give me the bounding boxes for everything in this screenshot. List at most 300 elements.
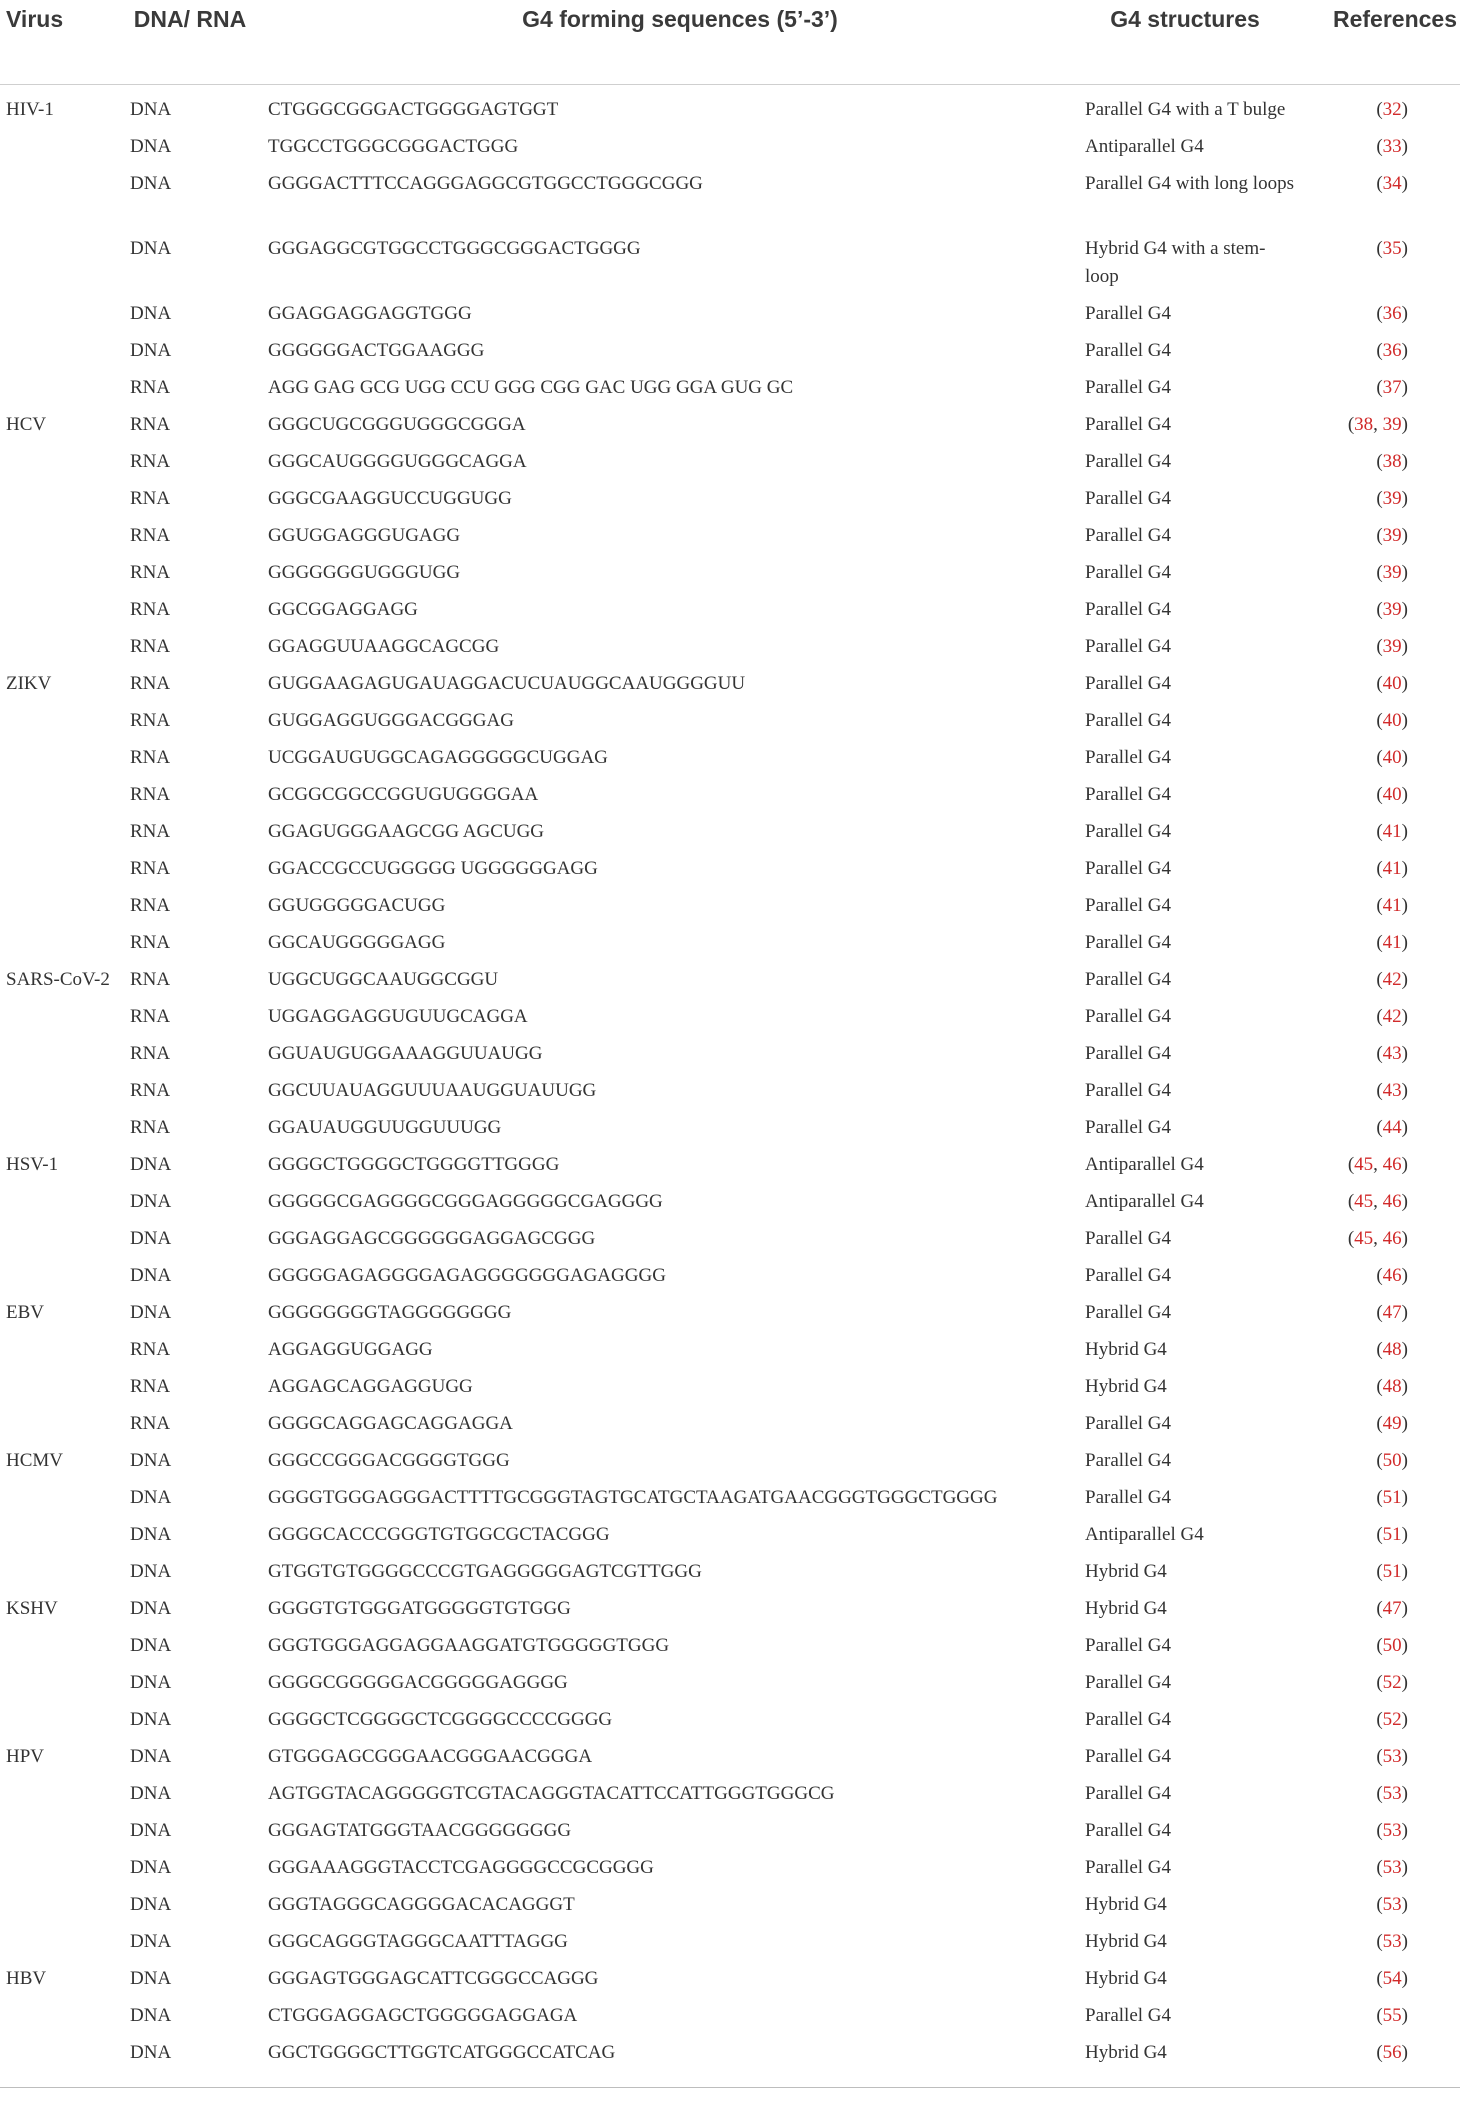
references-cell: (39): [1376, 636, 1408, 657]
reference-link[interactable]: 50: [1382, 1635, 1402, 1656]
sequence-cell: GGGGTGGGAGGGACTTTTGCGGGTAGTGCATGCTAAGATGAACGGGTGGGCTGGGG: [268, 1487, 998, 1508]
dna-rna-cell: DNA: [130, 1154, 172, 1175]
reference-link[interactable]: 35: [1382, 238, 1402, 259]
table-row: [0, 522, 1460, 559]
references-cell: (47): [1376, 1598, 1408, 1619]
table-row: [0, 559, 1460, 596]
dna-rna-cell: DNA: [130, 1931, 172, 1952]
structure-cell: Parallel G4: [1085, 1783, 1172, 1804]
reference-link[interactable]: 36: [1382, 340, 1402, 361]
references-cell: (39): [1376, 488, 1408, 509]
sequence-cell: GGGAGTGGGAGCATTCGGGCCAGGG: [268, 1968, 599, 1989]
header-g4-structures: G4 structures: [1110, 6, 1260, 32]
sequence-cell: GCGGCGGCCGGUGUGGGGAA: [268, 784, 539, 805]
reference-link[interactable]: 39: [1382, 636, 1402, 657]
sequence-cell: GGGGGGGUGGGUGG: [268, 562, 461, 583]
table-row: [0, 2039, 1460, 2076]
sequence-cell: GGCUUAUAGGUUUAAUGGUAUUGG: [268, 1080, 597, 1101]
sequence-cell: CTGGGCGGGACTGGGGAGTGGT: [268, 99, 559, 120]
sequence-cell: GTGGGAGCGGGAACGGGAACGGGA: [268, 1746, 593, 1767]
dna-rna-cell: RNA: [130, 969, 171, 990]
structure-cell: Parallel G4: [1085, 858, 1172, 879]
structure-cell: Parallel G4: [1085, 1302, 1172, 1323]
table-row: [0, 1891, 1460, 1928]
sequence-cell: GUGGAGGUGGGACGGGAG: [268, 710, 514, 731]
sequence-cell: GGGTAGGGCAGGGGACACAGGGT: [268, 1894, 575, 1915]
virus-cell: KSHV: [6, 1598, 58, 1619]
dna-rna-cell: RNA: [130, 932, 171, 953]
references-cell: (47): [1376, 1302, 1408, 1323]
table-row: [0, 1373, 1460, 1410]
sequence-cell: CTGGGAGGAGCTGGGGGAGGAGA: [268, 2005, 578, 2026]
reference-link[interactable]: 53: [1382, 1783, 1402, 1804]
reference-link[interactable]: 48: [1382, 1339, 1402, 1360]
references-cell: (41): [1376, 932, 1408, 953]
sequence-cell: GGGGACTTTCCAGGGAGGCGTGGCCTGGGCGGG: [268, 173, 703, 194]
dna-rna-cell: RNA: [130, 1080, 171, 1101]
table-row: [0, 485, 1460, 522]
table-row: [0, 1262, 1460, 1299]
dna-rna-cell: RNA: [130, 1376, 171, 1397]
structure-cell: Parallel G4: [1085, 1820, 1172, 1841]
references-cell: (33): [1376, 136, 1408, 157]
table-row: [0, 448, 1460, 485]
table-row: [0, 1706, 1460, 1743]
references-cell: (50): [1376, 1450, 1408, 1471]
references-cell: (43): [1376, 1080, 1408, 1101]
dna-rna-cell: DNA: [130, 1672, 172, 1693]
reference-link[interactable]: 39: [1382, 525, 1402, 546]
reference-link[interactable]: 39: [1382, 414, 1402, 435]
reference-link[interactable]: 40: [1382, 673, 1402, 694]
reference-link[interactable]: 42: [1382, 969, 1402, 990]
reference-link[interactable]: 53: [1382, 1857, 1402, 1878]
table-row: [0, 1965, 1460, 2002]
sequence-cell: GTGGTGTGGGGCCCGTGAGGGGGAGTCGTTGGG: [268, 1561, 702, 1582]
structure-cell: Parallel G4: [1085, 488, 1172, 509]
header-dna-rna: DNA/ RNA: [133, 6, 247, 32]
sequence-cell: GGGCGAAGGUCCUGGUGG: [268, 488, 512, 509]
sequence-cell: GGGAGTATGGGTAACGGGGGGGG: [268, 1820, 572, 1841]
reference-link[interactable]: 43: [1382, 1043, 1402, 1064]
reference-link[interactable]: 46: [1382, 1228, 1402, 1249]
virus-cell: HCV: [6, 414, 47, 435]
references-cell: (35): [1376, 238, 1408, 259]
structure-cell: Parallel G4: [1085, 895, 1172, 916]
sequence-cell: GGCGGAGGAGG: [268, 599, 418, 620]
references-cell: (51): [1376, 1487, 1408, 1508]
sequence-cell: GGGGCTGGGGCTGGGGTTGGGG: [268, 1154, 560, 1175]
dna-rna-cell: DNA: [130, 303, 172, 324]
table-row: [0, 1040, 1460, 1077]
structure-cell: Parallel G4: [1085, 1672, 1172, 1693]
reference-link[interactable]: 51: [1382, 1524, 1402, 1545]
sequence-cell: GGGCAGGGTAGGGCAATTTAGGG: [268, 1931, 568, 1952]
table-row: [0, 1669, 1460, 1706]
table-row: [0, 929, 1460, 966]
references-cell: (53): [1376, 1783, 1408, 1804]
references-cell: (46): [1376, 1265, 1408, 1286]
sequence-cell: GGGGGGGGTAGGGGGGGG: [268, 1302, 512, 1323]
structure-cell: Parallel G4: [1085, 932, 1172, 953]
reference-link[interactable]: 41: [1382, 932, 1402, 953]
table-row: [0, 966, 1460, 1003]
table-row: [0, 1521, 1460, 1558]
reference-link[interactable]: 33: [1382, 136, 1402, 157]
reference-link[interactable]: 46: [1382, 1154, 1402, 1175]
dna-rna-cell: RNA: [130, 562, 171, 583]
table-row: [0, 1743, 1460, 1780]
structure-cell: Hybrid G4: [1085, 1968, 1167, 1989]
structure-cell: Parallel G4: [1085, 1857, 1172, 1878]
reference-link[interactable]: 45: [1354, 1154, 1374, 1175]
reference-link[interactable]: 42: [1382, 1006, 1402, 1027]
reference-link[interactable]: 47: [1382, 1598, 1402, 1619]
dna-rna-cell: DNA: [130, 1598, 172, 1619]
sequence-cell: GGGGGAGAGGGGAGAGGGGGGGAGAGGGG: [268, 1265, 666, 1286]
virus-cell: EBV: [6, 1302, 44, 1323]
reference-link[interactable]: 48: [1382, 1376, 1402, 1397]
structure-cell: Parallel G4: [1085, 303, 1172, 324]
references-cell: (40): [1376, 784, 1408, 805]
sequence-cell: GGCTGGGGCTTGGTCATGGGCCATCAG: [268, 2042, 616, 2063]
references-cell: (53): [1376, 1857, 1408, 1878]
references-cell: (51): [1376, 1524, 1408, 1545]
reference-link[interactable]: 52: [1382, 1709, 1402, 1730]
structure-cell: Antiparallel G4: [1085, 1154, 1204, 1175]
sequence-cell: UCGGAUGUGGCAGAGGGGGCUGGAG: [268, 747, 608, 768]
reference-link[interactable]: 36: [1382, 303, 1402, 324]
table-row: [0, 1003, 1460, 1040]
header-g4-sequences: G4 forming sequences (5’-3’): [522, 6, 838, 32]
reference-link[interactable]: 41: [1382, 858, 1402, 879]
dna-rna-cell: DNA: [130, 99, 172, 120]
dna-rna-cell: RNA: [130, 710, 171, 731]
references-cell: (41): [1376, 821, 1408, 842]
sequence-cell: AGTGGTACAGGGGGTCGTACAGGGTACATTCCATTGGGTGGGCG: [268, 1783, 835, 1804]
sequence-cell: GGGGCAGGAGCAGGAGGA: [268, 1413, 513, 1434]
reference-link[interactable]: 38: [1354, 414, 1374, 435]
dna-rna-cell: DNA: [130, 1820, 172, 1841]
dna-rna-cell: DNA: [130, 2042, 172, 2063]
reference-link[interactable]: 53: [1382, 1931, 1402, 1952]
reference-link[interactable]: 51: [1382, 1561, 1402, 1582]
structure-cell: Parallel G4: [1085, 1709, 1172, 1730]
references-cell: (49): [1376, 1413, 1408, 1434]
references-cell: (39): [1376, 525, 1408, 546]
table-row: [0, 1558, 1460, 1595]
structure-cell: Parallel G4: [1085, 673, 1172, 694]
sequence-cell: GGGCAUGGGGUGGGCAGGA: [268, 451, 527, 472]
dna-rna-cell: RNA: [130, 1117, 171, 1138]
table-row: [0, 170, 1460, 235]
dna-rna-cell: DNA: [130, 1635, 172, 1656]
sequence-cell: GGAGGAGGAGGTGGG: [268, 303, 472, 324]
dna-rna-cell: DNA: [130, 238, 172, 259]
structure-cell: Parallel G4: [1085, 1228, 1172, 1249]
reference-link[interactable]: 38: [1382, 451, 1402, 472]
sequence-cell: GGGCCGGGACGGGGTGGG: [268, 1450, 510, 1471]
structure-cell: Hybrid G4 with a stem-loop: [1085, 238, 1266, 287]
structure-cell: Hybrid G4: [1085, 2042, 1167, 2063]
references-cell: (37): [1376, 377, 1408, 398]
structure-cell: Hybrid G4: [1085, 1894, 1167, 1915]
reference-link[interactable]: 41: [1382, 821, 1402, 842]
references-cell: (53): [1376, 1931, 1408, 1952]
table-row: [0, 1336, 1460, 1373]
reference-link[interactable]: 45: [1354, 1228, 1374, 1249]
structure-cell: Parallel G4: [1085, 747, 1172, 768]
table-row: [0, 2002, 1460, 2039]
reference-link[interactable]: 37: [1382, 377, 1402, 398]
dna-rna-cell: RNA: [130, 747, 171, 768]
sequence-cell: GGUAUGUGGAAAGGUUAUGG: [268, 1043, 543, 1064]
references-cell: (53): [1376, 1746, 1408, 1767]
dna-rna-cell: DNA: [130, 1265, 172, 1286]
references-cell: (48): [1376, 1376, 1408, 1397]
references-cell: (45, 46): [1347, 1154, 1408, 1175]
reference-link[interactable]: 53: [1382, 1820, 1402, 1841]
structure-cell: Parallel G4: [1085, 1413, 1172, 1434]
dna-rna-cell: RNA: [130, 784, 171, 805]
sequence-cell: GGGCUGCGGGUGGGCGGGA: [268, 414, 526, 435]
structure-cell: Parallel G4: [1085, 1080, 1172, 1101]
references-cell: (42): [1376, 1006, 1408, 1027]
references-cell: (53): [1376, 1820, 1408, 1841]
dna-rna-cell: DNA: [130, 1228, 172, 1249]
sequence-cell: GGUGGGGGACUGG: [268, 895, 446, 916]
references-cell: (40): [1376, 673, 1408, 694]
reference-link[interactable]: 53: [1382, 1894, 1402, 1915]
reference-link[interactable]: 45: [1354, 1191, 1374, 1212]
reference-link[interactable]: 44: [1382, 1117, 1402, 1138]
reference-link[interactable]: 39: [1382, 562, 1402, 583]
reference-link[interactable]: 40: [1382, 710, 1402, 731]
table-row: [0, 707, 1460, 744]
dna-rna-cell: RNA: [130, 451, 171, 472]
dna-rna-cell: RNA: [130, 673, 171, 694]
references-cell: (38, 39): [1347, 414, 1408, 435]
dna-rna-cell: RNA: [130, 821, 171, 842]
table-row: [0, 1410, 1460, 1447]
references-cell: (56): [1376, 2042, 1408, 2063]
reference-link[interactable]: 49: [1382, 1413, 1402, 1434]
references-cell: (43): [1376, 1043, 1408, 1064]
sequence-cell: GGGAAAGGGTACCTCGAGGGGCCGCGGGG: [268, 1857, 654, 1878]
dna-rna-cell: DNA: [130, 1191, 172, 1212]
reference-link[interactable]: 32: [1382, 99, 1402, 120]
table-row: [0, 1817, 1460, 1854]
sequence-cell: GGGGCTCGGGGCTCGGGGCCCCGGGG: [268, 1709, 613, 1730]
dna-rna-cell: DNA: [130, 1746, 172, 1767]
structure-cell: Parallel G4: [1085, 451, 1172, 472]
table-row: [0, 1077, 1460, 1114]
sequence-cell: GGGGGCGAGGGGCGGGAGGGGGCGAGGGG: [268, 1191, 663, 1212]
dna-rna-cell: RNA: [130, 599, 171, 620]
dna-rna-cell: RNA: [130, 858, 171, 879]
dna-rna-cell: DNA: [130, 1783, 172, 1804]
virus-cell: HBV: [6, 1968, 47, 1989]
dna-rna-cell: DNA: [130, 1857, 172, 1878]
table-row: [0, 1225, 1460, 1262]
structure-cell: Parallel G4: [1085, 1117, 1172, 1138]
table-row: [0, 1114, 1460, 1151]
dna-rna-cell: DNA: [130, 2005, 172, 2026]
structure-cell: Parallel G4: [1085, 1635, 1172, 1656]
references-cell: (44): [1376, 1117, 1408, 1138]
virus-cell: HIV-1: [6, 99, 54, 120]
sequence-cell: GGAUAUGGUUGGUUUGG: [268, 1117, 502, 1138]
virus-cell: HSV-1: [6, 1154, 59, 1175]
table-row: [0, 374, 1460, 411]
structure-cell: Antiparallel G4: [1085, 136, 1204, 157]
dna-rna-cell: RNA: [130, 525, 171, 546]
table-row: [0, 1928, 1460, 1965]
reference-link[interactable]: 51: [1382, 1487, 1402, 1508]
references-cell: (40): [1376, 710, 1408, 731]
sequence-cell: UGGAGGAGGUGUUGCAGGA: [268, 1006, 528, 1027]
sequence-cell: GGGGCACCCGGGTGTGGCGCTACGGG: [268, 1524, 610, 1545]
structure-cell: Parallel G4: [1085, 525, 1172, 546]
virus-cell: HCMV: [6, 1450, 64, 1471]
dna-rna-cell: DNA: [130, 136, 172, 157]
sequence-cell: GGGAGGCGTGGCCTGGGCGGGACTGGGG: [268, 238, 641, 259]
structure-cell: Hybrid G4: [1085, 1931, 1167, 1952]
references-cell: (55): [1376, 2005, 1408, 2026]
references-cell: (54): [1376, 1968, 1408, 1989]
table-row: [0, 1854, 1460, 1891]
reference-link[interactable]: 34: [1382, 173, 1402, 194]
dna-rna-cell: RNA: [130, 636, 171, 657]
dna-rna-cell: RNA: [130, 895, 171, 916]
sequence-cell: GGCAUGGGGGAGG: [268, 932, 446, 953]
table-row: [0, 1151, 1460, 1188]
reference-link[interactable]: 46: [1382, 1265, 1402, 1286]
virus-cell: SARS-CoV-2: [6, 969, 110, 990]
structure-cell: Parallel G4: [1085, 599, 1172, 620]
sequence-cell: UGGCUGGCAAUGGCGGU: [268, 969, 499, 990]
references-cell: (41): [1376, 895, 1408, 916]
structure-cell: Parallel G4: [1085, 1006, 1172, 1027]
structure-cell: Parallel G4 with a T bulge: [1085, 99, 1286, 120]
structure-cell: Parallel G4: [1085, 2005, 1172, 2026]
reference-link[interactable]: 47: [1382, 1302, 1402, 1323]
table-row: [0, 1299, 1460, 1336]
structure-cell: Parallel G4: [1085, 377, 1172, 398]
reference-link[interactable]: 55: [1382, 2005, 1402, 2026]
sequence-cell: TGGCCTGGGCGGGACTGGG: [268, 136, 519, 157]
reference-link[interactable]: 50: [1382, 1450, 1402, 1471]
references-cell: (42): [1376, 969, 1408, 990]
sequence-cell: AGGAGGUGGAGG: [268, 1339, 433, 1360]
references-cell: (53): [1376, 1894, 1408, 1915]
dna-rna-cell: RNA: [130, 1043, 171, 1064]
structure-cell: Parallel G4: [1085, 821, 1172, 842]
dna-rna-cell: DNA: [130, 1894, 172, 1915]
table-bottom-rule: [0, 2087, 1460, 2088]
sequence-cell: GGUGGAGGGUGAGG: [268, 525, 461, 546]
structure-cell: Parallel G4: [1085, 414, 1172, 435]
dna-rna-cell: RNA: [130, 1339, 171, 1360]
references-cell: (45, 46): [1347, 1191, 1408, 1212]
dna-rna-cell: DNA: [130, 1524, 172, 1545]
reference-link[interactable]: 52: [1382, 1672, 1402, 1693]
reference-link[interactable]: 40: [1382, 784, 1402, 805]
structure-cell: Hybrid G4: [1085, 1339, 1167, 1360]
table-row: [0, 1632, 1460, 1669]
reference-link[interactable]: 41: [1382, 895, 1402, 916]
table-row: [0, 818, 1460, 855]
structure-cell: Parallel G4: [1085, 969, 1172, 990]
structure-cell: Parallel G4: [1085, 1265, 1172, 1286]
reference-link[interactable]: 56: [1382, 2042, 1402, 2063]
dna-rna-cell: RNA: [130, 488, 171, 509]
structure-cell: Parallel G4 with long loops: [1085, 173, 1294, 194]
sequence-cell: GUGGAAGAGUGAUAGGACUCUAUGGCAAUGGGGUU: [268, 673, 746, 694]
structure-cell: Antiparallel G4: [1085, 1524, 1204, 1545]
table-row: [0, 1780, 1460, 1817]
references-cell: (45, 46): [1347, 1228, 1408, 1249]
structure-cell: Parallel G4: [1085, 636, 1172, 657]
reference-link[interactable]: 54: [1382, 1968, 1402, 1989]
dna-rna-cell: DNA: [130, 1302, 172, 1323]
reference-link[interactable]: 53: [1382, 1746, 1402, 1767]
table-row: [0, 411, 1460, 448]
dna-rna-cell: RNA: [130, 377, 171, 398]
reference-link[interactable]: 46: [1382, 1191, 1402, 1212]
reference-link[interactable]: 39: [1382, 599, 1402, 620]
references-cell: (51): [1376, 1561, 1408, 1582]
table-row: [0, 300, 1460, 337]
structure-cell: Parallel G4: [1085, 710, 1172, 731]
dna-rna-cell: DNA: [130, 1450, 172, 1471]
reference-link[interactable]: 40: [1382, 747, 1402, 768]
references-cell: (36): [1376, 340, 1408, 361]
virus-cell: HPV: [6, 1746, 45, 1767]
dna-rna-cell: DNA: [130, 1487, 172, 1508]
table-row: [0, 235, 1460, 300]
header-virus: Virus: [6, 6, 64, 32]
structure-cell: Parallel G4: [1085, 784, 1172, 805]
table-row: [0, 596, 1460, 633]
table-row: [0, 133, 1460, 170]
table-row: [0, 855, 1460, 892]
structure-cell: Parallel G4: [1085, 1450, 1172, 1471]
sequence-cell: GGGGTGTGGGATGGGGGTGTGGG: [268, 1598, 571, 1619]
references-cell: (39): [1376, 562, 1408, 583]
references-cell: (52): [1376, 1709, 1408, 1730]
reference-link[interactable]: 39: [1382, 488, 1402, 509]
dna-rna-cell: RNA: [130, 1006, 171, 1027]
table-row: [0, 1447, 1460, 1484]
references-cell: (50): [1376, 1635, 1408, 1656]
sequence-cell: AGGAGCAGGAGGUGG: [268, 1376, 473, 1397]
table-row: [0, 96, 1460, 133]
table-row: [0, 670, 1460, 707]
dna-rna-cell: DNA: [130, 1561, 172, 1582]
reference-link[interactable]: 43: [1382, 1080, 1402, 1101]
table-row: [0, 1595, 1460, 1632]
table-body: [0, 96, 1460, 2076]
table-header: [0, 0, 1460, 85]
references-cell: (52): [1376, 1672, 1408, 1693]
dna-rna-cell: RNA: [130, 414, 171, 435]
dna-rna-cell: DNA: [130, 340, 172, 361]
references-cell: (40): [1376, 747, 1408, 768]
dna-rna-cell: DNA: [130, 1968, 172, 1989]
sequence-cell: GGGGCGGGGGACGGGGGAGGGG: [268, 1672, 568, 1693]
sequence-cell: GGGAGGAGCGGGGGGAGGAGCGGG: [268, 1228, 596, 1249]
